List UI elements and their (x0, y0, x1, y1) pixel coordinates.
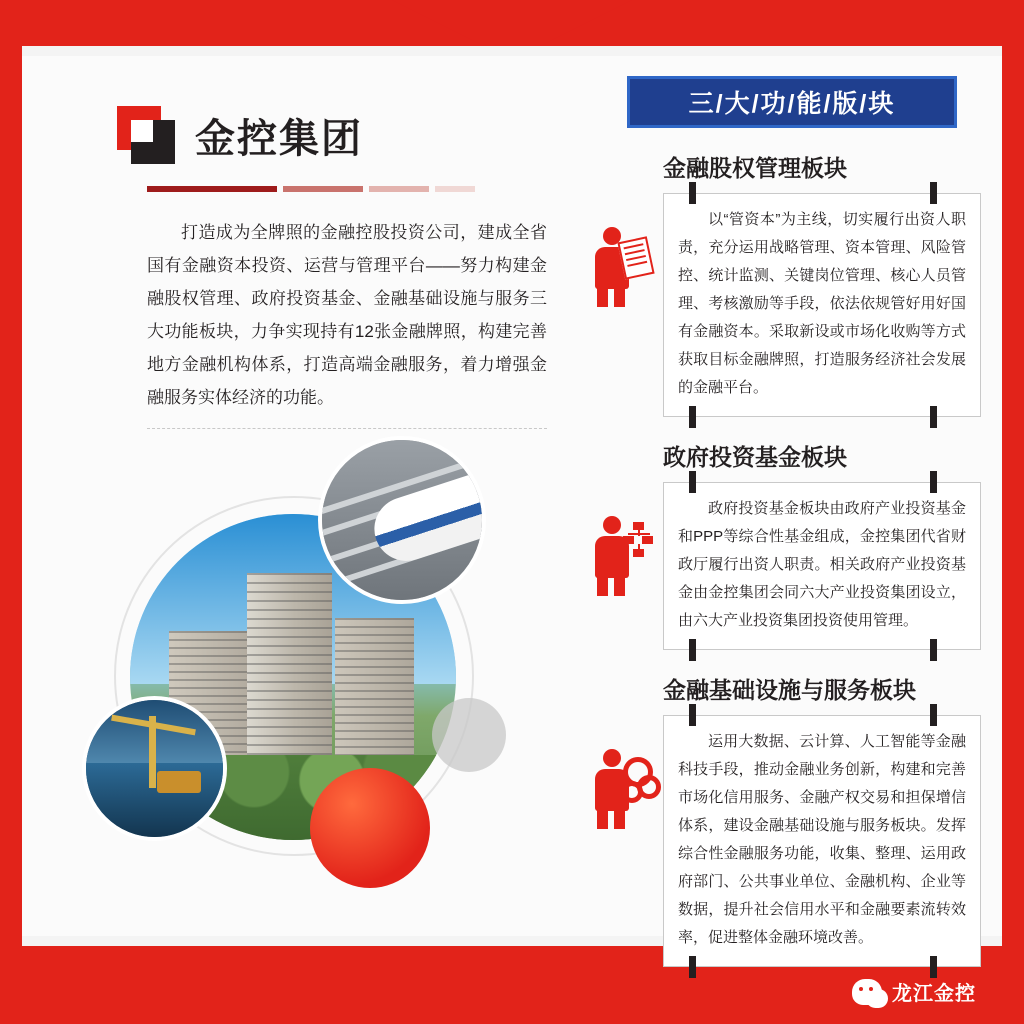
corner-tick-icon (689, 639, 696, 661)
person-with-gears-icon (591, 749, 655, 829)
image-collage (82, 436, 522, 906)
corner-tick-icon (930, 639, 937, 661)
section-title: 金融股权管理板块 (663, 155, 847, 181)
section-body-text: 运用大数据、云计算、人工智能等金融科技手段，推动金融业务创新，构建和完善市场化信用服务、金融产权交易和担保增信体系，建设金融基础设施与服务板块。发挥综合性金融服务功能，收集、整理、运用政府部门、公共事业单位、金融机构、企业等数据，提升社会信用水平和金融要素流转效率，促进整体金融环境改善。 (663, 715, 981, 967)
section-infrastructure-service (627, 672, 987, 967)
corner-tick-icon (930, 704, 937, 726)
section-equity-management (627, 150, 987, 417)
corner-tick-icon (930, 956, 937, 978)
corner-tick-icon (930, 406, 937, 428)
square-logo-icon (117, 106, 177, 164)
left-column (117, 106, 557, 429)
section-banner (627, 76, 957, 128)
section-title: 政府投资基金板块 (663, 444, 847, 470)
section-panel-wrap (663, 193, 981, 417)
section-panel-wrap (663, 715, 981, 967)
section-banner-label: 三/大/功/能/版/块 (688, 90, 896, 118)
port-crane-photo (82, 696, 227, 841)
wechat-icon (852, 979, 882, 1005)
brand-header (117, 106, 557, 164)
section-title: 金融基础设施与服务板块 (663, 677, 916, 703)
section-government-fund (627, 439, 987, 650)
section-panel-wrap (663, 482, 981, 650)
intro-paragraph: 打造成为全牌照的金融控股投资公司，建成全省国有金融资本投资、运营与管理平台——努力构建金融股权管理、政府投资基金、金融基础设施与服务三大功能板块，力争实现持有12张金融牌照，构建完善地方金融机构体系，打造高端金融服务，着力增强金融服务实体经济的功能。 (147, 223, 547, 407)
brand-name: 金控集团 (195, 116, 363, 161)
section-body-text: 以“管资本”为主线，切实履行出资人职责，充分运用战略管理、资本管理、风险管控、统计监测、关键岗位管理、核心人员管理、考核激励等手段，依法依规管好用好国有金融资本。采取新设或市场化收购等方式获取目标金融牌照，打造服务经济社会发展的金融平台。 (663, 193, 981, 417)
right-red-band (1002, 0, 1024, 1024)
person-with-clipboard-icon (591, 227, 655, 307)
high-speed-train-photo (318, 436, 486, 604)
grey-circle-decoration (432, 698, 506, 772)
corner-tick-icon (930, 471, 937, 493)
corner-tick-icon (689, 471, 696, 493)
left-red-band (0, 0, 22, 1024)
person-with-org-chart-icon (591, 516, 655, 596)
corner-tick-icon (930, 182, 937, 204)
red-circle-decoration (310, 768, 430, 888)
corner-tick-icon (689, 406, 696, 428)
page-content-area (22, 46, 1002, 946)
decorative-rule (147, 186, 557, 192)
dashed-divider (147, 428, 547, 429)
corner-tick-icon (689, 704, 696, 726)
wechat-account-badge[interactable] (852, 977, 976, 1006)
right-column (627, 76, 987, 967)
wechat-account-name: 龙江金控 (892, 983, 976, 1005)
corner-tick-icon (689, 182, 696, 204)
corner-tick-icon (689, 956, 696, 978)
section-body-text: 政府投资基金板块由政府产业投资基金和PPP等综合性基金组成，金控集团代省财政厅履行出资人职责。相关政府产业投资基金由金控集团会同六大产业投资集团设立，由六大产业投资集团投资使用管理。 (663, 482, 981, 650)
